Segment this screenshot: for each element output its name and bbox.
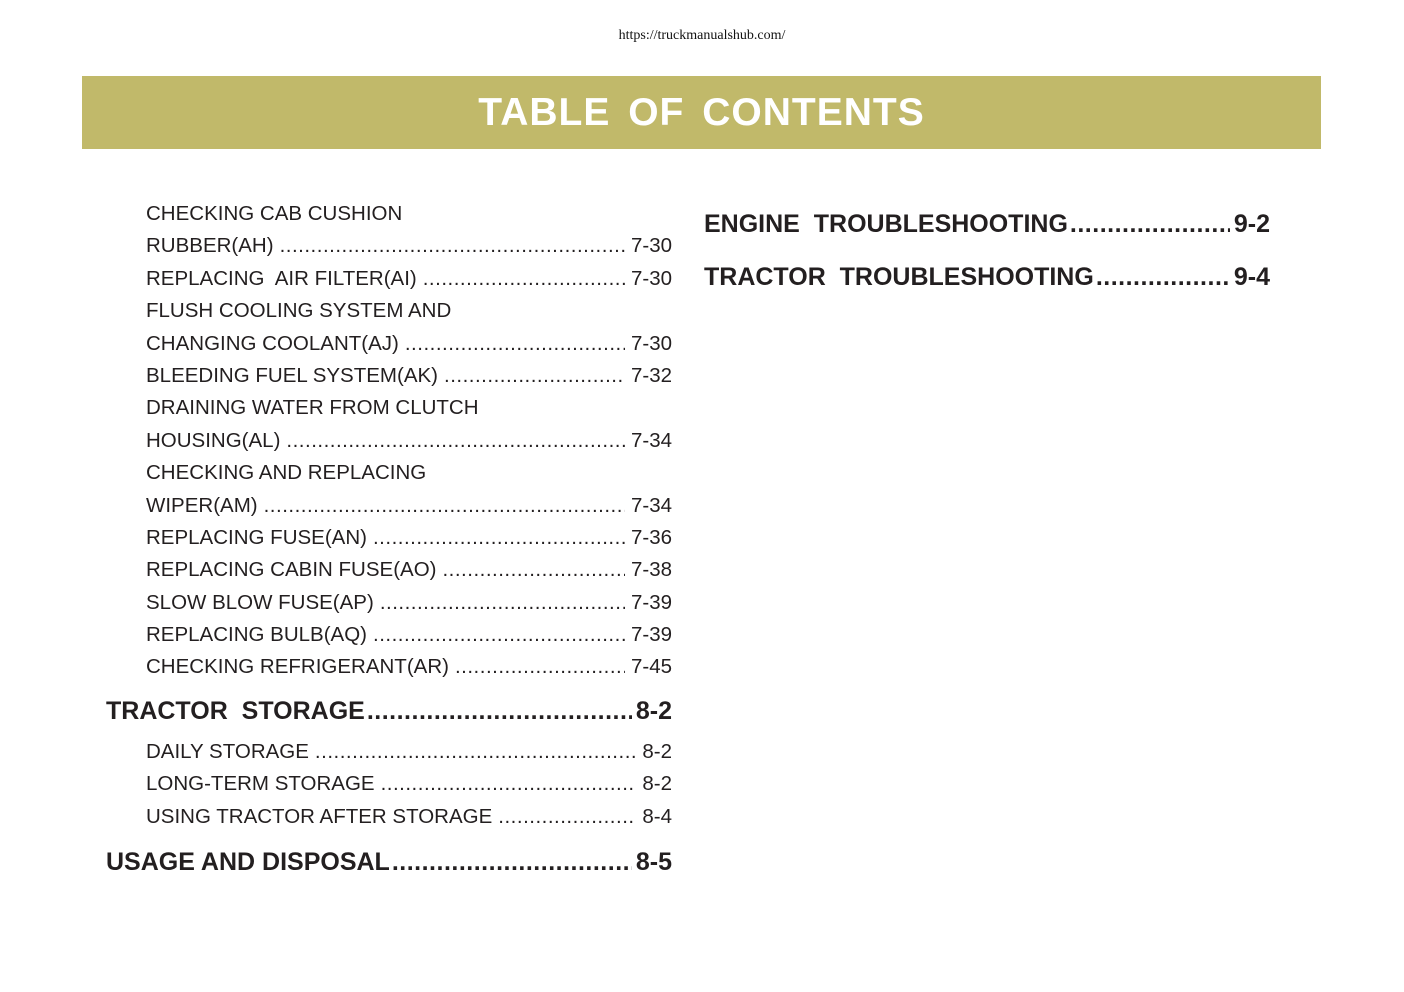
toc-page-number: 8-2 bbox=[642, 772, 672, 796]
toc-entry-line[interactable] bbox=[106, 392, 672, 424]
toc-entry-air-filter[interactable] bbox=[106, 263, 672, 295]
toc-page-number: 8-2 bbox=[635, 696, 672, 725]
toc-entry-refrigerant[interactable] bbox=[106, 651, 672, 683]
toc-page-number: 8-2 bbox=[642, 739, 672, 763]
toc-entry-title: CHECKING REFRIGERANT(AR) bbox=[146, 655, 449, 679]
source-url[interactable]: https://truckmanualshub.com/ bbox=[618, 28, 786, 43]
toc-entry-title: HOUSING(AL) bbox=[146, 428, 281, 452]
toc-entry-title: DRAINING WATER FROM CLUTCH bbox=[146, 396, 479, 420]
toc-page-number: 7-38 bbox=[630, 558, 672, 582]
toc-entry-title: REPLACING AIR FILTER(AI) bbox=[146, 266, 417, 290]
toc-entry-title: REPLACING BULB(AQ) bbox=[146, 623, 367, 647]
toc-entry-title: CHECKING CAB CUSHION bbox=[146, 202, 403, 225]
toc-entry-line[interactable] bbox=[106, 457, 672, 489]
dot-leader bbox=[286, 425, 625, 457]
dot-leader bbox=[1096, 260, 1230, 294]
toc-entry-title: DAILY STORAGE bbox=[146, 739, 309, 763]
toc-section-tractor-storage[interactable] bbox=[106, 686, 672, 736]
toc-page-number: 7-34 bbox=[630, 493, 672, 517]
toc-page-number: 7-36 bbox=[630, 525, 672, 549]
toc-section-title: TRACTOR STORAGE bbox=[106, 696, 365, 725]
toc-entry-cab-cushion[interactable] bbox=[106, 230, 672, 262]
toc-left-column bbox=[106, 198, 672, 887]
toc-entry-title: REPLACING CABIN FUSE(AO) bbox=[146, 558, 437, 582]
toc-entry-line[interactable] bbox=[106, 198, 672, 230]
dot-leader bbox=[373, 522, 625, 554]
toc-page-number: 9-4 bbox=[1233, 263, 1270, 291]
toc-section-title: TRACTOR TROUBLESHOOTING bbox=[704, 263, 1094, 291]
toc-page-number: 7-30 bbox=[630, 266, 672, 290]
toc-page-number: 7-30 bbox=[630, 234, 672, 258]
dot-leader bbox=[455, 651, 625, 683]
toc-page-number: 7-32 bbox=[630, 363, 672, 387]
dot-leader bbox=[380, 587, 625, 619]
toc-section-title: USAGE AND DISPOSAL bbox=[106, 848, 390, 877]
dot-leader bbox=[373, 619, 625, 651]
dot-leader bbox=[498, 801, 636, 833]
toc-entry-title: FLUSH COOLING SYSTEM AND bbox=[146, 299, 452, 323]
dot-leader bbox=[423, 263, 625, 295]
toc-page-number: 7-34 bbox=[630, 428, 672, 452]
toc-section-usage-disposal[interactable] bbox=[106, 837, 672, 887]
page-title: TABLE OF CONTENTS bbox=[478, 90, 925, 134]
dot-leader bbox=[444, 360, 625, 392]
toc-entry-title: RUBBER(AH) bbox=[146, 234, 274, 258]
toc-entry-coolant[interactable] bbox=[106, 328, 672, 360]
toc-entry-title: CHANGING COOLANT(AJ) bbox=[146, 331, 399, 355]
toc-entry-title: WIPER(AM) bbox=[146, 493, 258, 517]
toc-entry-slow-blow-fuse[interactable] bbox=[106, 587, 672, 619]
toc-section-tractor-troubleshooting[interactable] bbox=[704, 260, 1270, 313]
toc-entry-wiper[interactable] bbox=[106, 490, 672, 522]
toc-page-number: 9-2 bbox=[1233, 210, 1270, 238]
dot-leader bbox=[264, 490, 625, 522]
dot-leader bbox=[367, 686, 632, 736]
toc-entry-bulb[interactable] bbox=[106, 619, 672, 651]
dot-leader bbox=[392, 837, 632, 887]
toc-entry-clutch-housing[interactable] bbox=[106, 425, 672, 457]
dot-leader bbox=[442, 554, 625, 586]
toc-section-title: ENGINE TROUBLESHOOTING bbox=[704, 210, 1068, 238]
dot-leader bbox=[405, 328, 625, 360]
dot-leader bbox=[381, 768, 637, 800]
toc-page-number: 8-4 bbox=[642, 804, 672, 828]
toc-entry-cabin-fuse[interactable] bbox=[106, 554, 672, 586]
toc-entry-long-term-storage[interactable] bbox=[106, 768, 672, 800]
toc-page-number: 8-5 bbox=[635, 848, 672, 877]
toc-entry-title: SLOW BLOW FUSE(AP) bbox=[146, 590, 374, 614]
toc-page-number: 7-39 bbox=[630, 590, 672, 614]
toc-entry-title: LONG-TERM STORAGE bbox=[146, 772, 375, 796]
toc-entry-after-storage[interactable] bbox=[106, 801, 672, 833]
toc-entry-fuel-system[interactable] bbox=[106, 360, 672, 392]
toc-entry-title: CHECKING AND REPLACING bbox=[146, 461, 427, 485]
title-banner bbox=[82, 76, 1321, 149]
dot-leader bbox=[1070, 207, 1230, 241]
toc-entry-fuse[interactable] bbox=[106, 522, 672, 554]
toc-entry-title: REPLACING FUSE(AN) bbox=[146, 525, 367, 549]
toc-section-engine-troubleshooting[interactable] bbox=[704, 207, 1270, 260]
dot-leader bbox=[315, 736, 636, 768]
dot-leader bbox=[280, 230, 625, 262]
toc-entry-daily-storage[interactable] bbox=[106, 736, 672, 768]
toc-page-number: 7-39 bbox=[630, 623, 672, 647]
toc-page-number: 7-45 bbox=[630, 655, 672, 679]
toc-right-column bbox=[704, 207, 1270, 313]
toc-entry-title: BLEEDING FUEL SYSTEM(AK) bbox=[146, 363, 438, 387]
toc-entry-line[interactable] bbox=[106, 295, 672, 327]
toc-page-number: 7-30 bbox=[630, 331, 672, 355]
toc-entry-title: USING TRACTOR AFTER STORAGE bbox=[146, 804, 493, 828]
